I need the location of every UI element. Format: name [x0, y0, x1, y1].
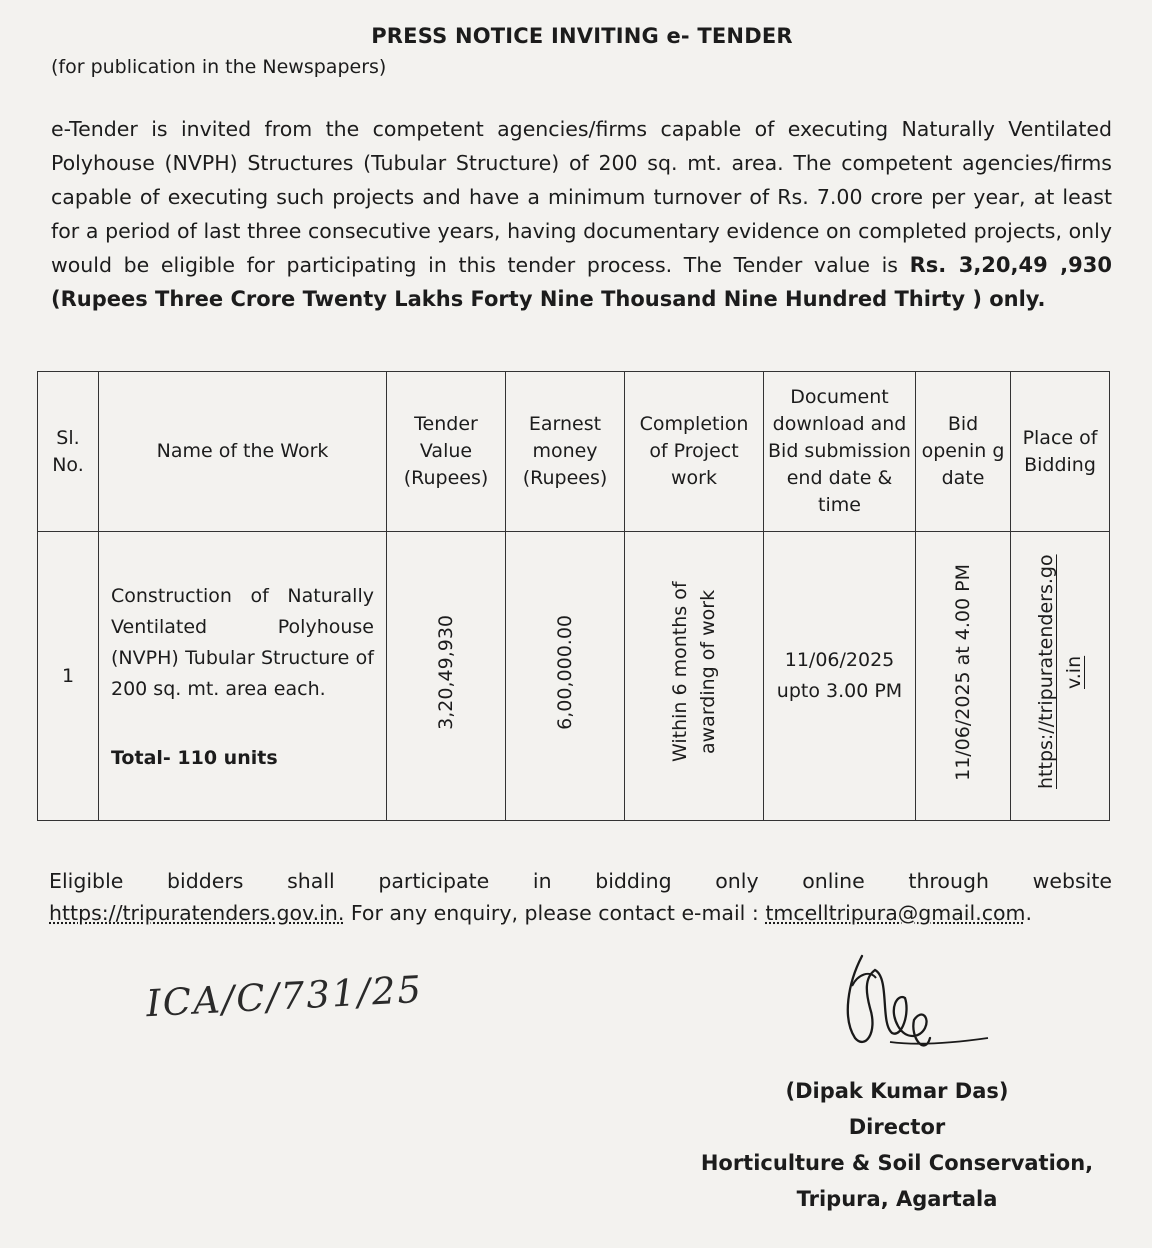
- header-tender-value: Tender Value (Rupees): [387, 372, 506, 532]
- header-name-of-work: Name of the Work: [99, 372, 387, 532]
- paragraph-text: e-Tender is invited from the competent agencies/firms capable of executing Naturally Ventilated Polyhouse (NVPH) Structures (Tubular Structure) of 200 sq. mt. area. The competent agencies/firms capable of executing such projects and have a minimum turnover of Rs. 7.00 crore per year, at least for a period of last three consecutive years, having documentary evidence on completed projects, only would be eligible for participating in this tender process. The Tender value is: [51, 117, 1112, 277]
- cell-sl-no: 1: [38, 532, 99, 821]
- cell-doc-download: 11/06/2025 upto 3.00 PM: [764, 532, 916, 821]
- header-sl-no: Sl. No.: [38, 372, 99, 532]
- notice-paragraph: [51, 112, 1112, 316]
- table-header-row: [38, 372, 1110, 532]
- work-total-units: Total- 110 units: [111, 746, 278, 769]
- email-link[interactable]: tmcelltripura@gmail.com: [765, 901, 1026, 925]
- completion-text: Within 6 months of awarding of work: [669, 581, 719, 763]
- enquiry-text: For any enquiry, please contact e-mail :: [344, 901, 766, 925]
- cell-earnest-money: [506, 532, 625, 821]
- header-place-of-bidding: Place of Bidding: [1011, 372, 1110, 532]
- enquiry-line: [49, 898, 1032, 929]
- signature-image: [830, 938, 1000, 1068]
- header-bid-opening: Bid openin g date: [916, 372, 1011, 532]
- tender-value-statement: Rs. 3,20,49 ,930 (Rupees Three Crore Twenty Lakhs Forty Nine Thousand Nine Hundred Thirty ) only.: [51, 253, 1112, 311]
- signatory-block: [690, 1073, 1104, 1217]
- header-completion: Completion of Project work: [625, 372, 764, 532]
- tender-table: [37, 371, 1110, 821]
- notice-title: PRESS NOTICE INVITING e- TENDER: [371, 24, 793, 48]
- eligibility-line: Eligible bidders shall participate in bidding only online through website: [49, 869, 1112, 893]
- signatory-department: Horticulture & Soil Conservation,: [700, 1151, 1094, 1175]
- earnest-money-text: 6,00,000.00: [554, 614, 576, 730]
- header-doc-download: Document download and Bid submission end date & time: [764, 372, 916, 532]
- signatory-designation: Director: [848, 1115, 946, 1139]
- cell-completion: [625, 532, 764, 821]
- handwritten-reference: ICA/C/731/25: [145, 967, 424, 1026]
- cell-place-of-bidding: [1011, 532, 1110, 821]
- tender-value-text: 3,20,49,930: [435, 614, 457, 730]
- website-link[interactable]: https://tripuratenders.gov.in.: [49, 901, 345, 925]
- cell-name-of-work: [99, 532, 387, 821]
- signatory-name: (Dipak Kumar Das): [785, 1079, 1009, 1103]
- email-suffix: .: [1025, 901, 1033, 925]
- place-of-bidding-link[interactable]: https://tripuratenders.gov.in: [1035, 554, 1085, 790]
- header-earnest-money: Earnest money (Rupees): [506, 372, 625, 532]
- notice-subtitle: (for publication in the Newspapers): [51, 56, 387, 78]
- cell-bid-opening: [916, 532, 1011, 821]
- table-row: [38, 532, 1110, 821]
- bid-opening-text: 11/06/2025 at 4.00 PM: [952, 563, 974, 781]
- cell-tender-value: [387, 532, 506, 821]
- work-description: Construction of Naturally Ventilated Polyhouse (NVPH) Tubular Structure of 200 sq. mt. area each.: [111, 584, 374, 700]
- signatory-location: Tripura, Agartala: [796, 1187, 998, 1211]
